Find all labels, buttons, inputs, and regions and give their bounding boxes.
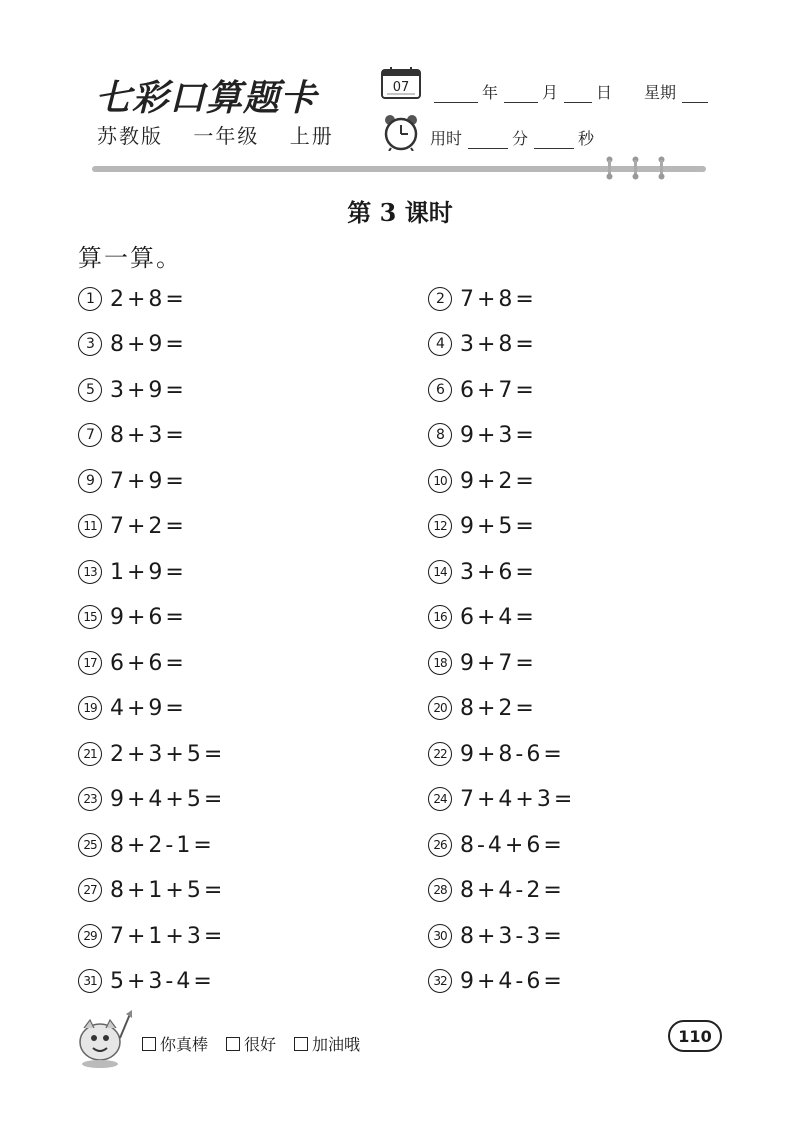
problem-number: 10: [428, 469, 452, 493]
problem-expression: 2+3+5=: [110, 741, 226, 767]
problem-expression: 4+9=: [110, 695, 187, 721]
problem-number: 15: [78, 605, 102, 629]
day-label: 日: [596, 83, 613, 102]
problem-item[interactable]: [428, 966, 565, 996]
volume-label: 上册: [289, 124, 334, 148]
problem-number: 8: [428, 423, 452, 447]
problem-item[interactable]: [78, 602, 187, 632]
problem-expression: 9+7=: [460, 650, 537, 676]
date-fill-line: [430, 80, 712, 103]
problem-expression: 2+8=: [110, 286, 187, 312]
problem-number: 31: [78, 969, 102, 993]
problem-item[interactable]: [428, 693, 537, 723]
alarm-clock-icon: [381, 113, 421, 151]
weekday-label: 星期: [644, 83, 677, 102]
problem-item[interactable]: [78, 648, 187, 678]
page-number: 110: [668, 1020, 722, 1052]
problem-item[interactable]: [428, 420, 537, 450]
problem-item[interactable]: [428, 875, 565, 905]
problem-expression: 3+8=: [460, 331, 537, 357]
problem-number: 26: [428, 833, 452, 857]
problem-expression: 1+9=: [110, 559, 187, 585]
problem-expression: 8+3-3=: [460, 923, 565, 949]
problem-item[interactable]: [78, 284, 187, 314]
binder-ring-icon: [632, 156, 639, 180]
lesson-title: 第 3 课时: [347, 198, 453, 227]
problem-number: 3: [78, 332, 102, 356]
mascot-illustration: [70, 1008, 136, 1070]
rating-option[interactable]: [226, 1032, 276, 1055]
problem-expression: 8+3=: [110, 422, 187, 448]
problem-item[interactable]: [78, 466, 187, 496]
problem-number: 30: [428, 924, 452, 948]
problem-number: 12: [428, 514, 452, 538]
problem-item[interactable]: [428, 602, 537, 632]
problem-number: 24: [428, 787, 452, 811]
problem-number: 21: [78, 742, 102, 766]
book-edition: [97, 120, 356, 149]
problem-number: 20: [428, 696, 452, 720]
brand-title: 七彩口算题卡: [95, 77, 318, 119]
problem-expression: 8+2-1=: [110, 832, 215, 858]
problem-item[interactable]: [78, 557, 187, 587]
problem-expression: 7+1+3=: [110, 923, 226, 949]
year-blank[interactable]: [434, 88, 478, 103]
problem-expression: 8+9=: [110, 331, 187, 357]
problem-item[interactable]: [428, 648, 537, 678]
problem-number: 25: [78, 833, 102, 857]
problem-expression: 6+7=: [460, 377, 537, 403]
problem-number: 19: [78, 696, 102, 720]
problem-expression: 6+6=: [110, 650, 187, 676]
problem-item[interactable]: [78, 875, 225, 905]
problem-item[interactable]: [78, 830, 215, 860]
month-blank[interactable]: [504, 88, 538, 103]
problem-item[interactable]: [428, 511, 537, 541]
problem-expression: 7+9=: [110, 468, 187, 494]
problem-number: 16: [428, 605, 452, 629]
problem-item[interactable]: [78, 739, 225, 769]
grade-label: 一年级: [193, 124, 260, 148]
problem-expression: 9+8-6=: [460, 741, 565, 767]
problem-number: 9: [78, 469, 102, 493]
problem-expression: 5+3-4=: [110, 968, 215, 994]
instruction: 算一算。: [78, 244, 182, 272]
time-used-label: 用时: [430, 129, 463, 148]
time-fill-line: [430, 126, 596, 149]
day-blank[interactable]: [564, 88, 592, 103]
self-rating: [142, 1032, 360, 1055]
problem-number: 1: [78, 287, 102, 311]
problem-expression: 9+4+5=: [110, 786, 226, 812]
problem-expression: 8+2=: [460, 695, 537, 721]
calendar-icon: [381, 67, 421, 99]
problem-item[interactable]: [428, 830, 565, 860]
problem-number: 6: [428, 378, 452, 402]
problem-number: 2: [428, 287, 452, 311]
rating-label: 很好: [244, 1035, 277, 1054]
problem-item[interactable]: [78, 784, 225, 814]
problem-item[interactable]: [428, 329, 537, 359]
calendar-day: 07: [392, 80, 410, 95]
problem-item[interactable]: [428, 784, 575, 814]
problem-item[interactable]: [428, 284, 537, 314]
problem-number: 27: [78, 878, 102, 902]
problem-number: 17: [78, 651, 102, 675]
problem-expression: 9+2=: [460, 468, 537, 494]
problem-item[interactable]: [428, 557, 537, 587]
edition-label: 苏教版: [97, 124, 163, 148]
problem-expression: 9+4-6=: [460, 968, 565, 994]
problem-number: 18: [428, 651, 452, 675]
problem-number: 28: [428, 878, 452, 902]
problem-expression: 3+9=: [110, 377, 187, 403]
problem-expression: 8-4+6=: [460, 832, 565, 858]
problem-number: 29: [78, 924, 102, 948]
rating-label: 加油哦: [312, 1035, 361, 1054]
problem-item[interactable]: [78, 375, 187, 405]
problem-expression: 7+8=: [460, 286, 537, 312]
checkbox-icon[interactable]: [226, 1037, 240, 1051]
problem-number: 23: [78, 787, 102, 811]
problem-expression: 7+2=: [110, 513, 187, 539]
binder-ring-icon: [606, 156, 613, 180]
minute-label: 分: [512, 129, 529, 148]
checkbox-icon[interactable]: [294, 1037, 308, 1051]
second-blank[interactable]: [534, 134, 574, 149]
problem-number: 7: [78, 423, 102, 447]
problem-expression: 8+4-2=: [460, 877, 565, 903]
header-divider: [92, 166, 706, 172]
problem-expression: 9+5=: [460, 513, 537, 539]
second-label: 秒: [578, 129, 595, 148]
problem-number: 13: [78, 560, 102, 584]
rating-label: 你真棒: [160, 1035, 209, 1054]
problem-item[interactable]: [428, 921, 565, 951]
problem-item[interactable]: [78, 329, 187, 359]
rating-option[interactable]: [294, 1032, 360, 1055]
problem-number: 5: [78, 378, 102, 402]
weekday-blank[interactable]: [682, 88, 708, 103]
problem-number: 11: [78, 514, 102, 538]
problem-expression: 9+3=: [460, 422, 537, 448]
problem-item[interactable]: [78, 966, 215, 996]
problem-expression: 3+6=: [460, 559, 537, 585]
problem-expression: 8+1+5=: [110, 877, 226, 903]
month-label: 月: [542, 83, 559, 102]
problem-item[interactable]: [78, 693, 187, 723]
problem-item[interactable]: [428, 375, 537, 405]
problem-expression: 9+6=: [110, 604, 187, 630]
problem-number: 32: [428, 969, 452, 993]
problem-number: 14: [428, 560, 452, 584]
problem-item[interactable]: [78, 511, 187, 541]
binder-ring-icon: [658, 156, 665, 180]
problem-item[interactable]: [78, 921, 225, 951]
problem-expression: 6+4=: [460, 604, 537, 630]
problem-item[interactable]: [428, 739, 565, 769]
year-label: 年: [482, 83, 499, 102]
problem-expression: 7+4+3=: [460, 786, 576, 812]
rating-option[interactable]: [142, 1032, 208, 1055]
problem-item[interactable]: [428, 466, 537, 496]
problem-item[interactable]: [78, 420, 187, 450]
problem-number: 4: [428, 332, 452, 356]
problem-number: 22: [428, 742, 452, 766]
checkbox-icon[interactable]: [142, 1037, 156, 1051]
minute-blank[interactable]: [468, 134, 508, 149]
